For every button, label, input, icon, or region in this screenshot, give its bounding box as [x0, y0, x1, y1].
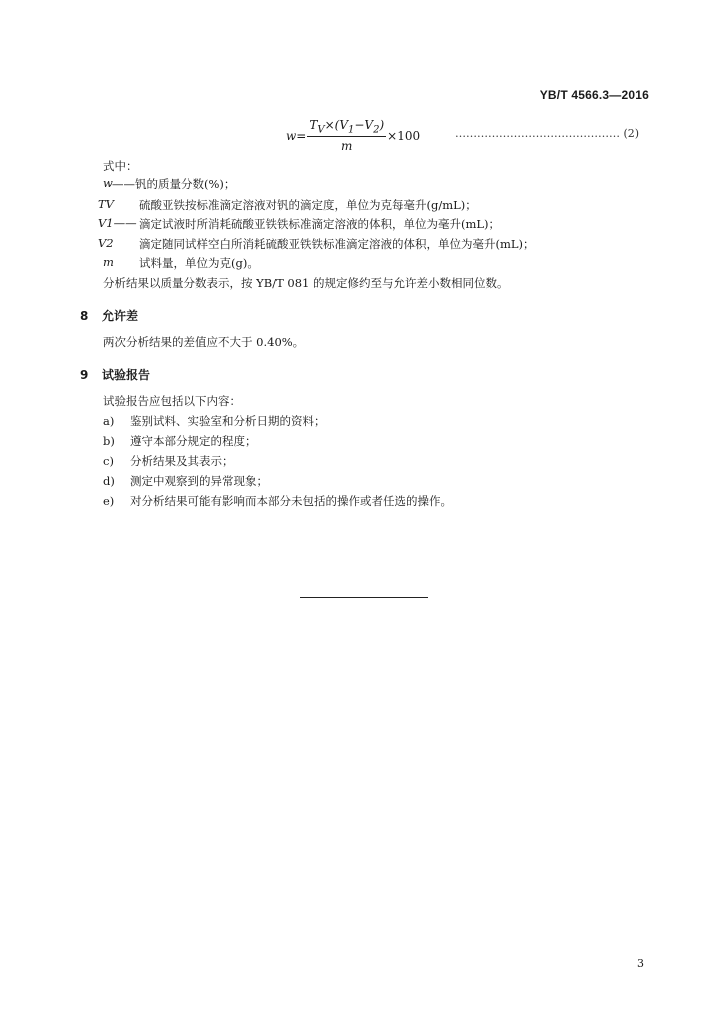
term-symbol-m: m [103, 255, 114, 269]
term-desc-v2: 滴定随同试样空白所消耗硫酸亚铁铁标准滴定溶液的体积，单位为毫升(mL)； [139, 237, 535, 251]
term-desc-w: ——钒的质量分数(%)； [112, 177, 236, 191]
term-symbol-tv: TV [98, 197, 114, 211]
list-item-text: 鉴别试料、实验室和分析日期的资料； [130, 414, 326, 428]
term-symbol-w: w [103, 176, 113, 190]
formula-numerator-text: $T_V\times(V_1-V_2)$ [309, 118, 385, 136]
term-desc-m: 试料量，单位为克(g)。 [139, 256, 259, 270]
list-item-label: d) [103, 474, 115, 488]
list-item-label: c) [103, 454, 114, 468]
term-symbol-v1: V1—— [98, 216, 137, 230]
equation-number: ……………………………………… (2) [455, 127, 640, 140]
list-item-label: a) [103, 414, 115, 428]
section-8-heading [80, 307, 138, 324]
formula-rhs: ×100 [387, 128, 421, 143]
list-item-text: 测定中观察到的异常现象； [130, 474, 268, 488]
list-item-label: e) [103, 494, 115, 508]
formula-fraction [307, 118, 386, 153]
where-intro: 式中： [103, 159, 138, 173]
list-item-text: 分析结果及其表示； [130, 454, 234, 468]
standard-number-header: YB/T 4566.3—2016 [539, 88, 649, 102]
section-9-number: 9 [80, 368, 89, 382]
formula-denominator: m [341, 139, 353, 154]
rounding-note: 分析结果以质量分数表示，按 YB/T 081 的规定修约至与允许差小数相同位数。 [103, 276, 509, 290]
term-symbol-v2: V2 [98, 236, 114, 250]
list-item-label: b) [103, 434, 115, 448]
list-item-text: 对分析结果可能有影响而本部分未包括的操作或者任选的操作。 [130, 494, 452, 508]
term-desc-v1: 滴定试液时所消耗硫酸亚铁铁标准滴定溶液的体积，单位为毫升(mL)； [139, 217, 501, 231]
section-9-intro: 试验报告应包括以下内容： [103, 394, 241, 408]
list-item [103, 493, 452, 509]
page-number: 3 [637, 957, 644, 970]
end-of-document-rule [300, 597, 428, 598]
section-8-title: 允许差 [102, 309, 139, 323]
section-8-number: 8 [80, 309, 89, 323]
section-9-title: 试验报告 [102, 368, 151, 382]
list-item [103, 473, 268, 489]
formula-2 [286, 118, 420, 153]
list-item [103, 453, 234, 469]
section-9-heading [80, 366, 150, 383]
list-item [103, 433, 257, 449]
list-item-text: 遵守本部分规定的程度； [130, 434, 257, 448]
formula-lhs: w= [286, 128, 307, 143]
section-8-body: 两次分析结果的差值应不大于 0.40%。 [103, 335, 305, 349]
term-desc-tv: 硫酸亚铁按标准滴定溶液对钒的滴定度，单位为克每毫升(g/mL)； [139, 198, 477, 212]
list-item [103, 413, 326, 429]
formula-numerator [307, 118, 386, 137]
